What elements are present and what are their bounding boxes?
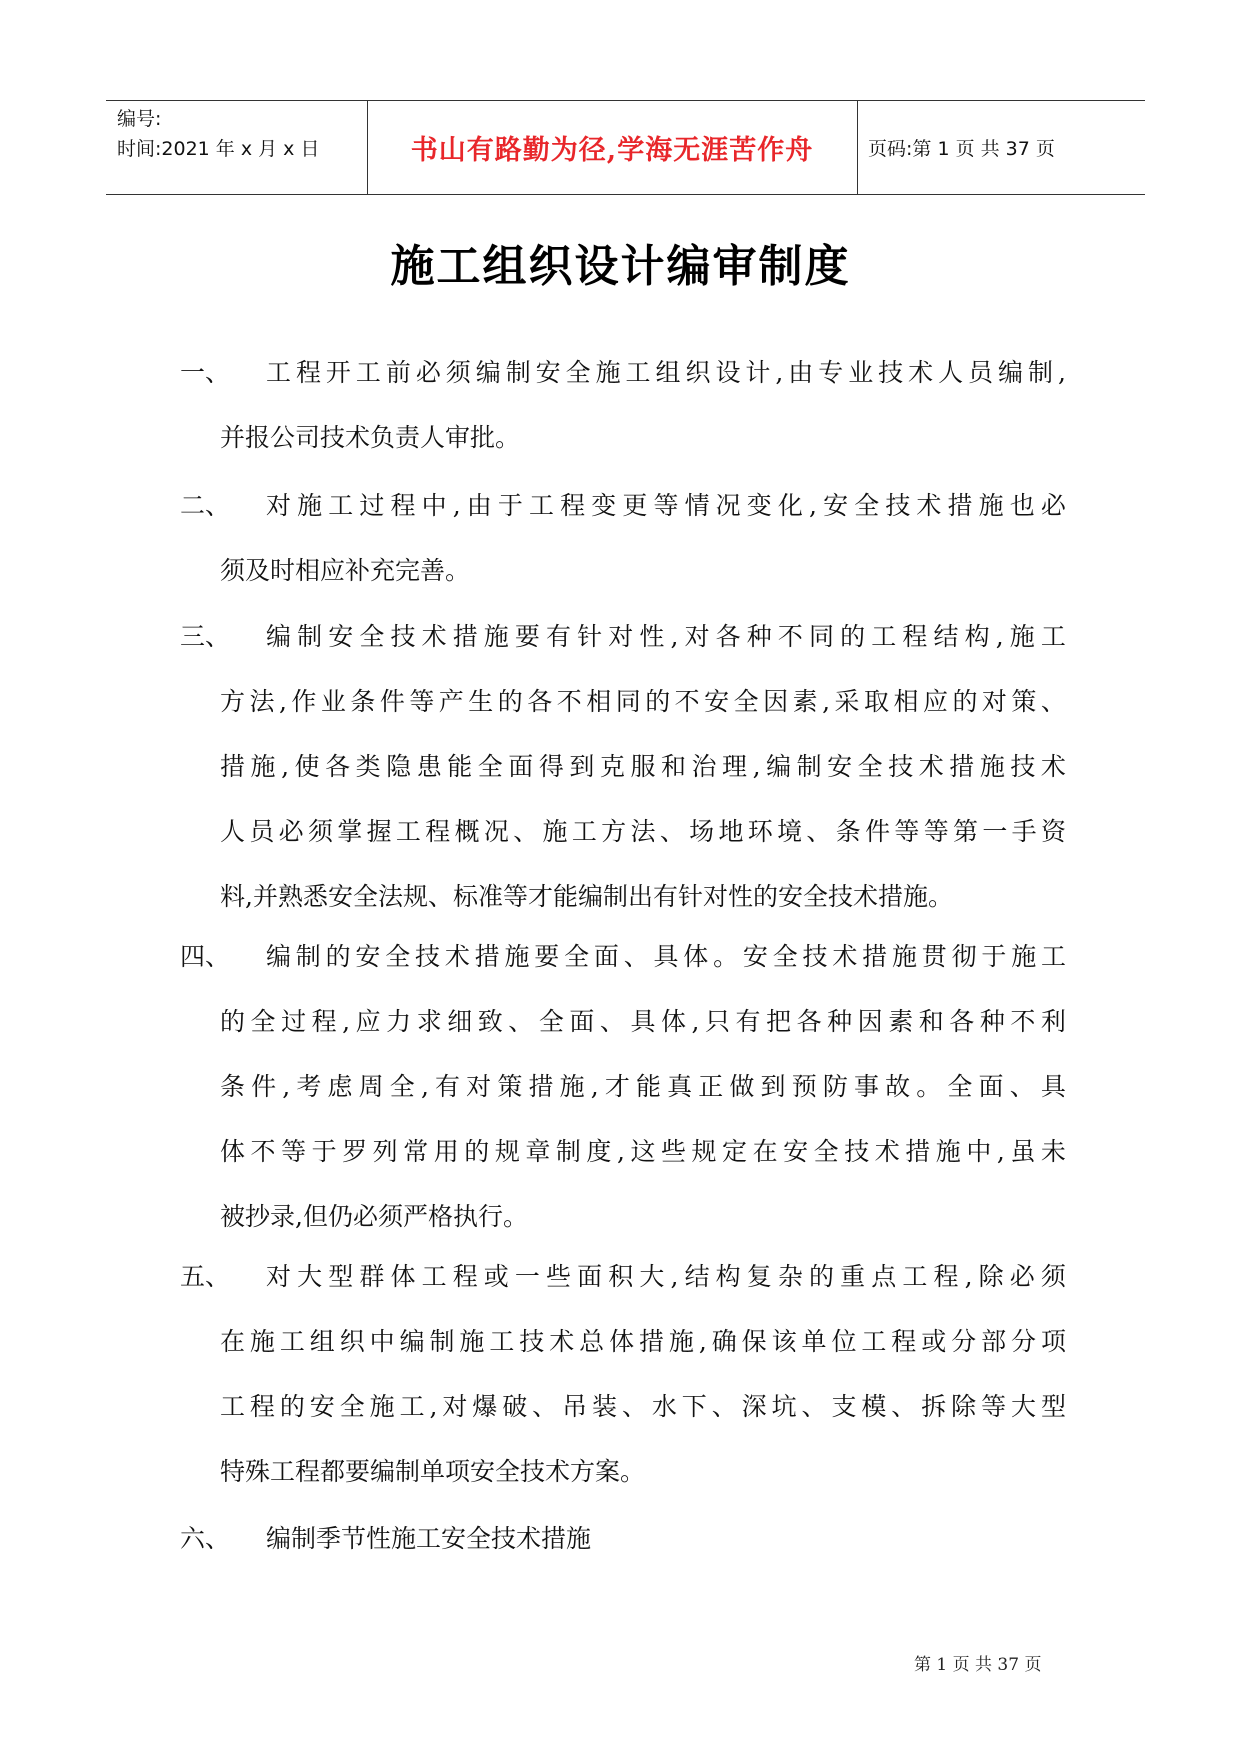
clause-line: 条件,考虑周全,有对策措施,才能真正做到预防事故。全面、具 [220,1072,1072,1101]
clause-line: 编制安全技术措施要有针对性,对各种不同的工程结构,施工 [266,622,1073,651]
clause-line: 工程开工前必须编制安全施工组织设计,由专业技术人员编制, [266,358,1071,387]
header-divider-right [857,100,858,194]
header-motto: 书山有路勤为径,学海无涯苦作舟 [410,135,814,166]
clause-line: 对施工过程中,由于工程变更等情况变化,安全技术措施也必 [266,491,1073,520]
clause-number: 二、 [180,491,231,520]
clause-number: 一、 [180,358,231,387]
clause-line: 须及时相应补充完善。 [220,556,471,585]
header-time: 时间:2021 年 x 月 x 日 [117,138,320,160]
clause-line: 特殊工程都要编制单项安全技术方案。 [220,1457,646,1486]
clause-line: 的全过程,应力求细致、全面、具体,只有把各种因素和各种不利 [220,1007,1072,1036]
page-footer: 第 1 页 共 37 页 [914,1655,1042,1675]
clause-line: 并报公司技术负责人审批。 [220,423,521,452]
header-top-rule [106,100,1145,101]
clause-line: 编制的安全技术措施要全面、具体。安全技术措施贯彻于施工 [266,942,1071,971]
clause-number: 三、 [180,622,231,651]
header-meta [117,104,319,164]
clause-line: 措施,使各类隐患能全面得到克服和治理,编制安全技术措施技术 [220,752,1072,781]
header-page-info: 页码:第 1 页 共 37 页 [868,138,1055,160]
header-bottom-rule [106,194,1145,195]
clause-line: 人员必须掌握工程概况、施工方法、场地环境、条件等等第一手资 [220,817,1071,846]
clause-line: 在施工组织中编制施工技术总体措施,确保该单位工程或分部分项 [220,1327,1071,1356]
header-number-label: 编号: [117,108,162,130]
clause-line: 被抄录,但仍必须严格执行。 [220,1202,528,1231]
clause-line: 方法,作业条件等产生的各不相同的不安全因素,采取相应的对策、 [220,687,1071,716]
clause-line: 编制季节性施工安全技术措施 [266,1524,592,1553]
clause-line: 体不等于罗列常用的规章制度,这些规定在安全技术措施中,虽未 [220,1137,1072,1166]
clause-number: 六、 [180,1524,231,1553]
clause-line: 料,并熟悉安全法规、标准等才能编制出有针对性的安全技术措施。 [220,882,953,911]
clause-line: 对大型群体工程或一些面积大,结构复杂的重点工程,除必须 [266,1262,1073,1291]
clause-line: 工程的安全施工,对爆破、吊装、水下、深坑、支模、拆除等大型 [220,1392,1071,1421]
clause-number: 五、 [180,1262,231,1291]
document-title: 施工组织设计编审制度 [390,241,851,292]
clause-number: 四、 [180,942,231,971]
